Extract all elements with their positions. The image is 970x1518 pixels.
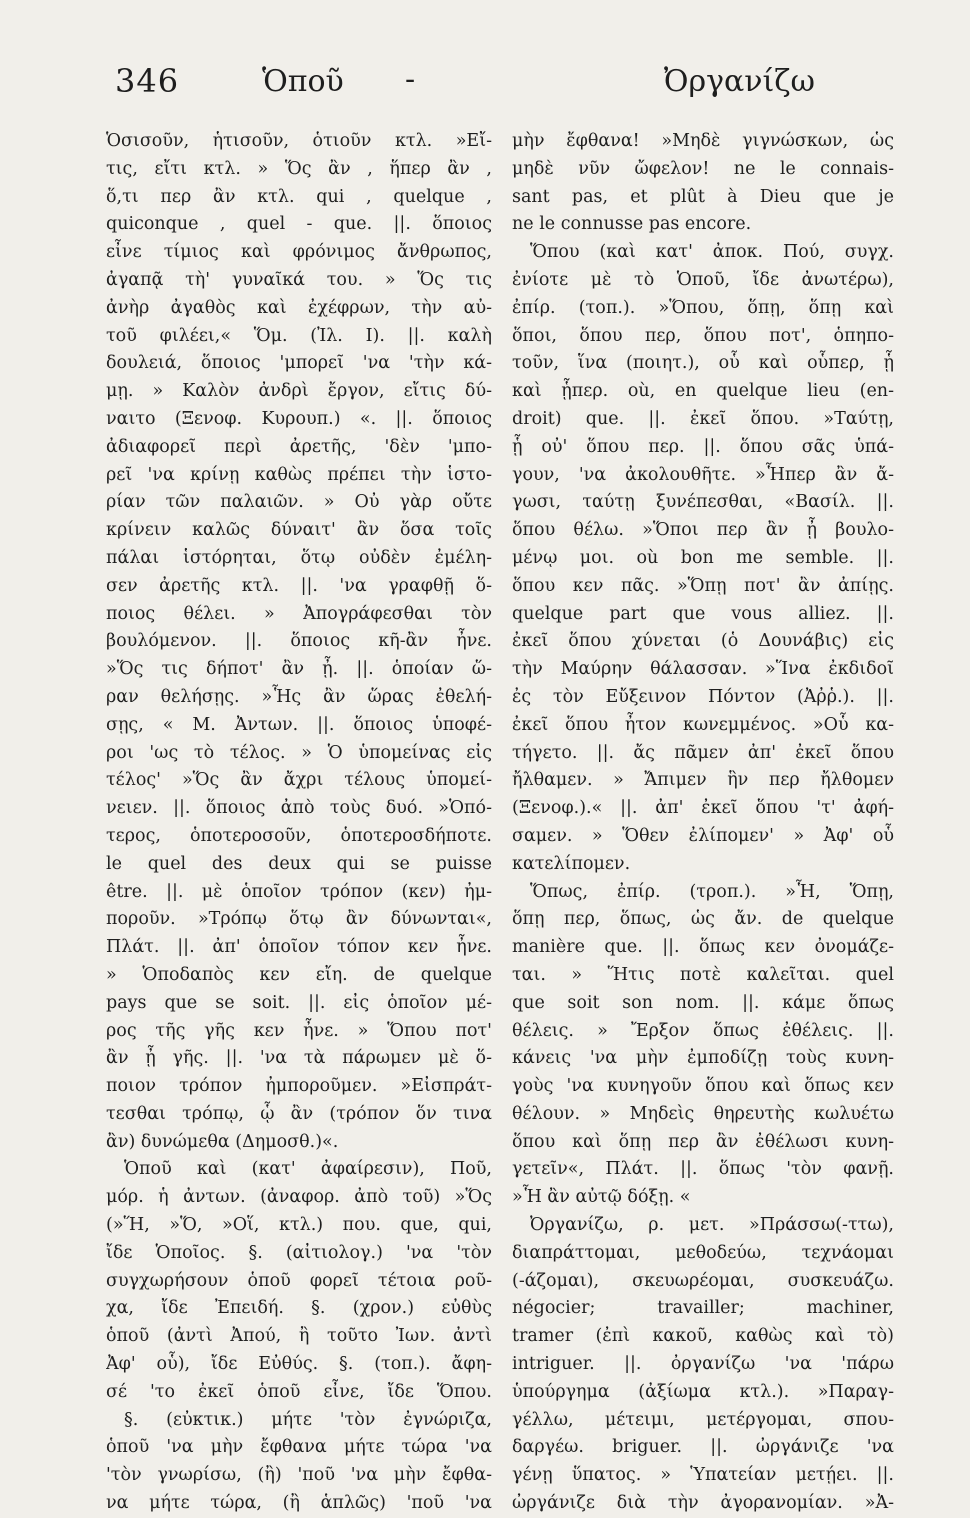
text-line: »Ὅς τις δήποτ' ἂν ᾖ. ||. ὁποίαν ὥ- <box>106 659 492 680</box>
text-line: ὁποῦ (ἀντὶ Ἀπού, ἢ τοῦτο Ἰων. ἀντὶ <box>106 1326 492 1347</box>
text-line: τέλος' »Ὅς ἂν ἄχρι τέλους ὑπομεί- <box>106 770 492 791</box>
text-line: ὑπούργημα (ἀξίωμα κτλ.). »Παραγ- <box>512 1381 894 1402</box>
text-line: »Ἧ ἂν αὐτῷ δόξῃ. « <box>512 1187 691 1208</box>
right-text-column <box>512 128 894 1518</box>
running-head-last-entry: Ὀργανίζω <box>663 64 815 99</box>
text-line: ᾗ οὐ' ὅπου περ. ||. ὅπου σᾶς ὑπά- <box>512 436 894 457</box>
text-line: quelque part que vous alliez. ||. <box>512 603 894 624</box>
text-line: δαργέω. briguer. ||. ὠργάνιζε 'να <box>512 1437 894 1458</box>
text-line: τοῦ φιλέει,« Ὅμ. (Ἰλ. Ι). ||. καλὴ <box>106 325 492 346</box>
text-line: ἤλθαμεν. » Ἄπιμεν ἣν περ ἤλθομεν <box>512 770 894 791</box>
text-line: βουλόμενον. ||. ὅποιος κῆ-ἂν ἦνε. <box>106 631 492 652</box>
text-line: εἶνε τίμιος καὶ φρόνιμος ἄνθρωπος, <box>106 242 492 263</box>
text-line: ρίαν τῶν παλαιῶν. » Οὐ γὰρ οὔτε <box>106 492 492 513</box>
text-line: σεν ἀρετῆς κτλ. ||. 'να γραφθῇ ὅ- <box>106 575 492 596</box>
text-line: κρίνειν καλῶς δύναιτ' ἂν ὅσα τοῖς <box>106 520 492 541</box>
text-line: θέλεις. » Ἔρξον ὅπως ἐθέλεις. ||. <box>512 1020 894 1041</box>
text-line: ὅπου καὶ ὅπῃ περ ἂν ἐθέλωσι κυνη- <box>512 1131 894 1152</box>
text-line: γέλλω, μέτειμι, μετέργομαι, σπου- <box>512 1409 894 1430</box>
text-line: Ὁσισοῦν, ἡτισοῦν, ὁτιοῦν κτλ. »Εἴ- <box>106 131 492 151</box>
text-line: » Ὁποδαπὸς κεν εἴη. de quelque <box>106 964 492 985</box>
text-line: ρος τῆς γῆς κεν ἦνε. » Ὅπου ποτ' <box>106 1020 492 1041</box>
text-line: ποιος θέλει. » Ἀπογράφεσθαι τὸν <box>106 603 492 624</box>
text-line: μόρ. ἡ ἀντων. (ἀναφορ. ἀπὸ τοῦ) »Ὅς <box>106 1187 492 1208</box>
text-line: Ὀργανίζω, ρ. μετ. »Πράσσω(-ττω), <box>530 1215 894 1236</box>
text-line: γοὺς 'να κυνηγοῦν ὅπου καὶ ὅπως κεν <box>512 1076 894 1097</box>
text-line: Ὅπως, ἐπίρ. (τροπ.). »Ἧ, Ὅπῃ, <box>530 881 894 902</box>
text-line: (-άζομαι), σκευωρέομαι, συσκευάζω. <box>512 1270 894 1291</box>
text-line: (»Ἥ, »Ὅ, »Οἵ, κτλ.) που. que, qui, <box>106 1215 492 1236</box>
text-line: τήγετο. ||. ἄς πᾶμεν ἀπ' ἐκεῖ ὅπου <box>512 742 894 763</box>
text-line: τὴν Μαύρην θάλασσαν. »Ἵνα ἐκδιδοῖ <box>512 659 894 680</box>
text-line: γένῃ ὕπατος. » Ὑπατείαν μετῄει. ||. <box>512 1465 894 1486</box>
text-line: ἐνίοτε μὲ τὸ Ὁποῦ, ἴδε ἀνωτέρω), <box>512 269 894 290</box>
text-line: μένῳ μοι. où bon me semble. ||. <box>512 547 894 568</box>
text-line: ὅπου θέλω. »Ὅποι περ ἂν ᾖ βουλο- <box>512 520 894 541</box>
text-line: ἀδιαφορεῖ περὶ ἀρετῆς, 'δὲν 'μπο- <box>106 436 492 457</box>
page-number: 346 <box>115 62 180 100</box>
text-line: ἐς τὸν Εὔξεινον Πόντον (Ἀῤῥ.). ||. <box>512 686 894 707</box>
text-line: ποροῦν. »Τρόπῳ ὅτῳ ἂν δύνωνται«, <box>106 909 492 930</box>
text-line: τερος, ὁποτεροσοῦν, ὁποτεροσδήποτε. <box>106 825 492 846</box>
text-line: νειεν. ||. ὅποιος ἀπὸ τοὺς δυό. »Ὁπό- <box>106 798 492 819</box>
text-line: droit) que. ||. ἐκεῖ ὅπου. »Ταύτῃ, <box>512 408 894 429</box>
text-line: Ὁποῦ καὶ (κατ' ἀφαίρεσιν), Ποῦ, <box>124 1159 492 1180</box>
text-line: ποιον τρόπον ἠμποροῦμεν. »Εἰσπράτ- <box>106 1076 492 1097</box>
text-line: σῃς, « Μ. Ἀντων. ||. ὅποιος ὑποφέ- <box>106 714 492 735</box>
text-line: διαπράττομαι, μεθοδεύω, τεχνάομαι <box>512 1242 894 1263</box>
text-line: πάλαι ἱστόρηται, ὅτῳ οὐδὲν ἐμέλη- <box>106 547 492 568</box>
text-line: Ἀφ' οὗ), ἴδε Εὐθύς. §. (τοπ.). ἄφη- <box>106 1354 492 1375</box>
text-line: ἀνὴρ ἀγαθὸς καὶ ἐχέφρων, τὴν αὐ- <box>106 297 492 318</box>
text-line: Πλάτ. ||. ἀπ' ὁποῖον τόπον κεν ἦνε. <box>106 937 492 958</box>
text-line: négocier; travailler; machiner, <box>512 1298 894 1319</box>
text-line: να μήτε τώρα, (ἢ ἁπλῶς) 'ποῦ 'να <box>106 1493 492 1514</box>
text-line: ναιτο (Ξενοφ. Κυρουπ.) «. ||. ὅποιος <box>106 408 492 429</box>
text-line: μὴν ἔφθανα! »Μηδὲ γιγνώσκων, ὡς <box>512 131 894 151</box>
text-line: 'τὸν γνωρίσω, (ἢ) 'ποῦ 'να μὴν ἔφθα- <box>106 1465 492 1486</box>
text-line: κατελίπομεν. <box>512 853 631 874</box>
text-line: ται. » Ἥτις ποτὲ καλεῖται. quel <box>512 964 894 985</box>
text-line: quiconque , quel - que. ||. ὅποιος <box>106 214 492 235</box>
text-line: ἂν ᾖ γῆς. ||. 'να τὰ πάρωμεν μὲ ὅ- <box>106 1048 492 1069</box>
text-line: que soit son nom. ||. κάμε ὅπως <box>512 992 894 1013</box>
text-line: μῃ. » Καλὸν ἀνδρὶ ἔργον, εἴτις δύ- <box>106 381 492 402</box>
text-line: ne le connusse pas encore. <box>512 214 752 235</box>
text-line: (Ξενοφ.).« ||. ἀπ' ἐκεῖ ὅπου 'τ' ἀφή- <box>512 798 894 819</box>
text-line: κάνεις 'να μὴν ἐμποδίζῃ τοὺς κυνη- <box>512 1048 894 1069</box>
running-head-dash: - <box>405 62 416 97</box>
text-line: ὅποι, ὅπου περ, ὅπου ποτ', ὁπηπο- <box>512 325 894 346</box>
text-line: ἀγαπᾷ τὴ' γυναῖκά του. » Ὅς τις <box>106 269 492 290</box>
text-line: σαμεν. » Ὅθεν ἐλίπομεν' » Ἀφ' οὗ <box>512 825 894 846</box>
text-line: Ὅπου (καὶ κατ' ἀποκ. Πού, συγχ. <box>530 242 894 263</box>
text-line: τοῦν, ἵνα (ποιητ.), οὗ καὶ οὗπερ, ᾗ <box>512 353 894 374</box>
text-line: ἐπίρ. (τοπ.). »Ὅπου, ὅπῃ, ὅπῃ καὶ <box>512 297 894 318</box>
text-line: ὠργάνιζε διὰ τὴν ἀγορανομίαν. »Ἀ- <box>512 1493 894 1514</box>
text-line: ὅπου κεν πᾶς. »Ὅπῃ ποτ' ἂν ἀπίῃς. <box>512 575 894 596</box>
page-header <box>0 62 970 112</box>
text-line: sant pas, et plût à Dieu que je <box>512 186 894 207</box>
text-line: συγχωρήσουν ὁποῦ φορεῖ τέτοια ροῦ- <box>106 1270 492 1291</box>
text-line: ροι 'ως τὸ τέλος. » Ὁ ὑπομείνας εἰς <box>106 742 492 763</box>
text-line: ἴδε Ὁποῖος. §. (αἰτιολογ.) 'να 'τὸν <box>106 1242 492 1263</box>
text-line: τις, εἴτι κτλ. » Ὅς ἂν , ἥπερ ἂν , <box>106 158 492 179</box>
text-line: δουλειά, ὅποιος 'μπορεῖ 'να 'τὴν κά- <box>106 353 492 374</box>
text-line: σέ 'το ἐκεῖ ὁποῦ εἶνε, ἴδε Ὅπου. <box>106 1381 492 1402</box>
text-line: §. (εὐκτικ.) μήτε 'τὸν ἐγνώριζα, <box>124 1409 492 1430</box>
text-line: ραν θελήσῃς. »Ἧς ἂν ὥρας ἐθελή- <box>106 686 492 707</box>
text-line: τεσθαι τρόπῳ, ᾧ ἂν (τρόπον ὅν τινα <box>106 1103 492 1124</box>
text-line: ρεῖ 'να κρίνῃ καθὼς πρέπει τὴν ἱστο- <box>106 464 492 485</box>
text-line: ὅπῃ περ, ὅπως, ὡς ἄν. de quelque <box>512 909 894 930</box>
text-line: ὁποῦ 'να μὴν ἔφθανα μήτε τώρα 'να <box>106 1437 492 1458</box>
text-line: γωσι, ταύτῃ ξυνέπεσθαι, «Βασίλ. ||. <box>512 492 894 513</box>
text-line: γουν, 'να ἀκολουθῆτε. »Ἧπερ ἂν ἄ- <box>512 464 894 485</box>
text-line: καὶ ᾗπερ. où, en quelque lieu (en- <box>512 381 894 402</box>
text-line: le quel des deux qui se puisse <box>106 853 492 874</box>
left-text-column <box>106 128 492 1518</box>
text-line: ἐκεῖ ὅπου ἦτον κωνεμμένος. »Οὗ κα- <box>512 714 894 735</box>
text-line: tramer (ἐπὶ κακοῦ, καθὼς καὶ τὸ) <box>512 1326 894 1347</box>
text-line: manière que. ||. ὅπως κεν ὀνομάζε- <box>512 937 894 958</box>
text-line: intriguer. ||. ὀργανίζω 'να 'πάρω <box>512 1354 894 1375</box>
text-line: être. ||. μὲ ὁποῖον τρόπον (κεν) ἠμ- <box>106 881 492 902</box>
text-line: ἂν) δυνώμεθα (Δημοσθ.)«. <box>106 1131 339 1152</box>
text-line: θέλουν. » Μηδεὶς θηρευτὴς κωλυέτω <box>512 1103 894 1124</box>
text-line: ἐκεῖ ὅπου χύνεται (ὁ Δουνάβις) εἰς <box>512 631 894 652</box>
text-line: γετεῖν«, Πλάτ. ||. ὅπως 'τὸν φανῇ. <box>512 1159 894 1180</box>
text-line: pays que se soit. ||. εἰς ὁποῖον μέ- <box>106 992 492 1013</box>
text-line: χα, ἴδε Ἐπειδή. §. (χρον.) εὐθὺς <box>106 1298 492 1319</box>
text-line: μηδὲ νῦν ὤφελον! ne le connais- <box>512 158 894 179</box>
running-head-first-entry: Ὁποῦ <box>262 64 344 99</box>
text-line: ὅ,τι περ ἂν κτλ. qui , quelque , <box>106 186 492 207</box>
